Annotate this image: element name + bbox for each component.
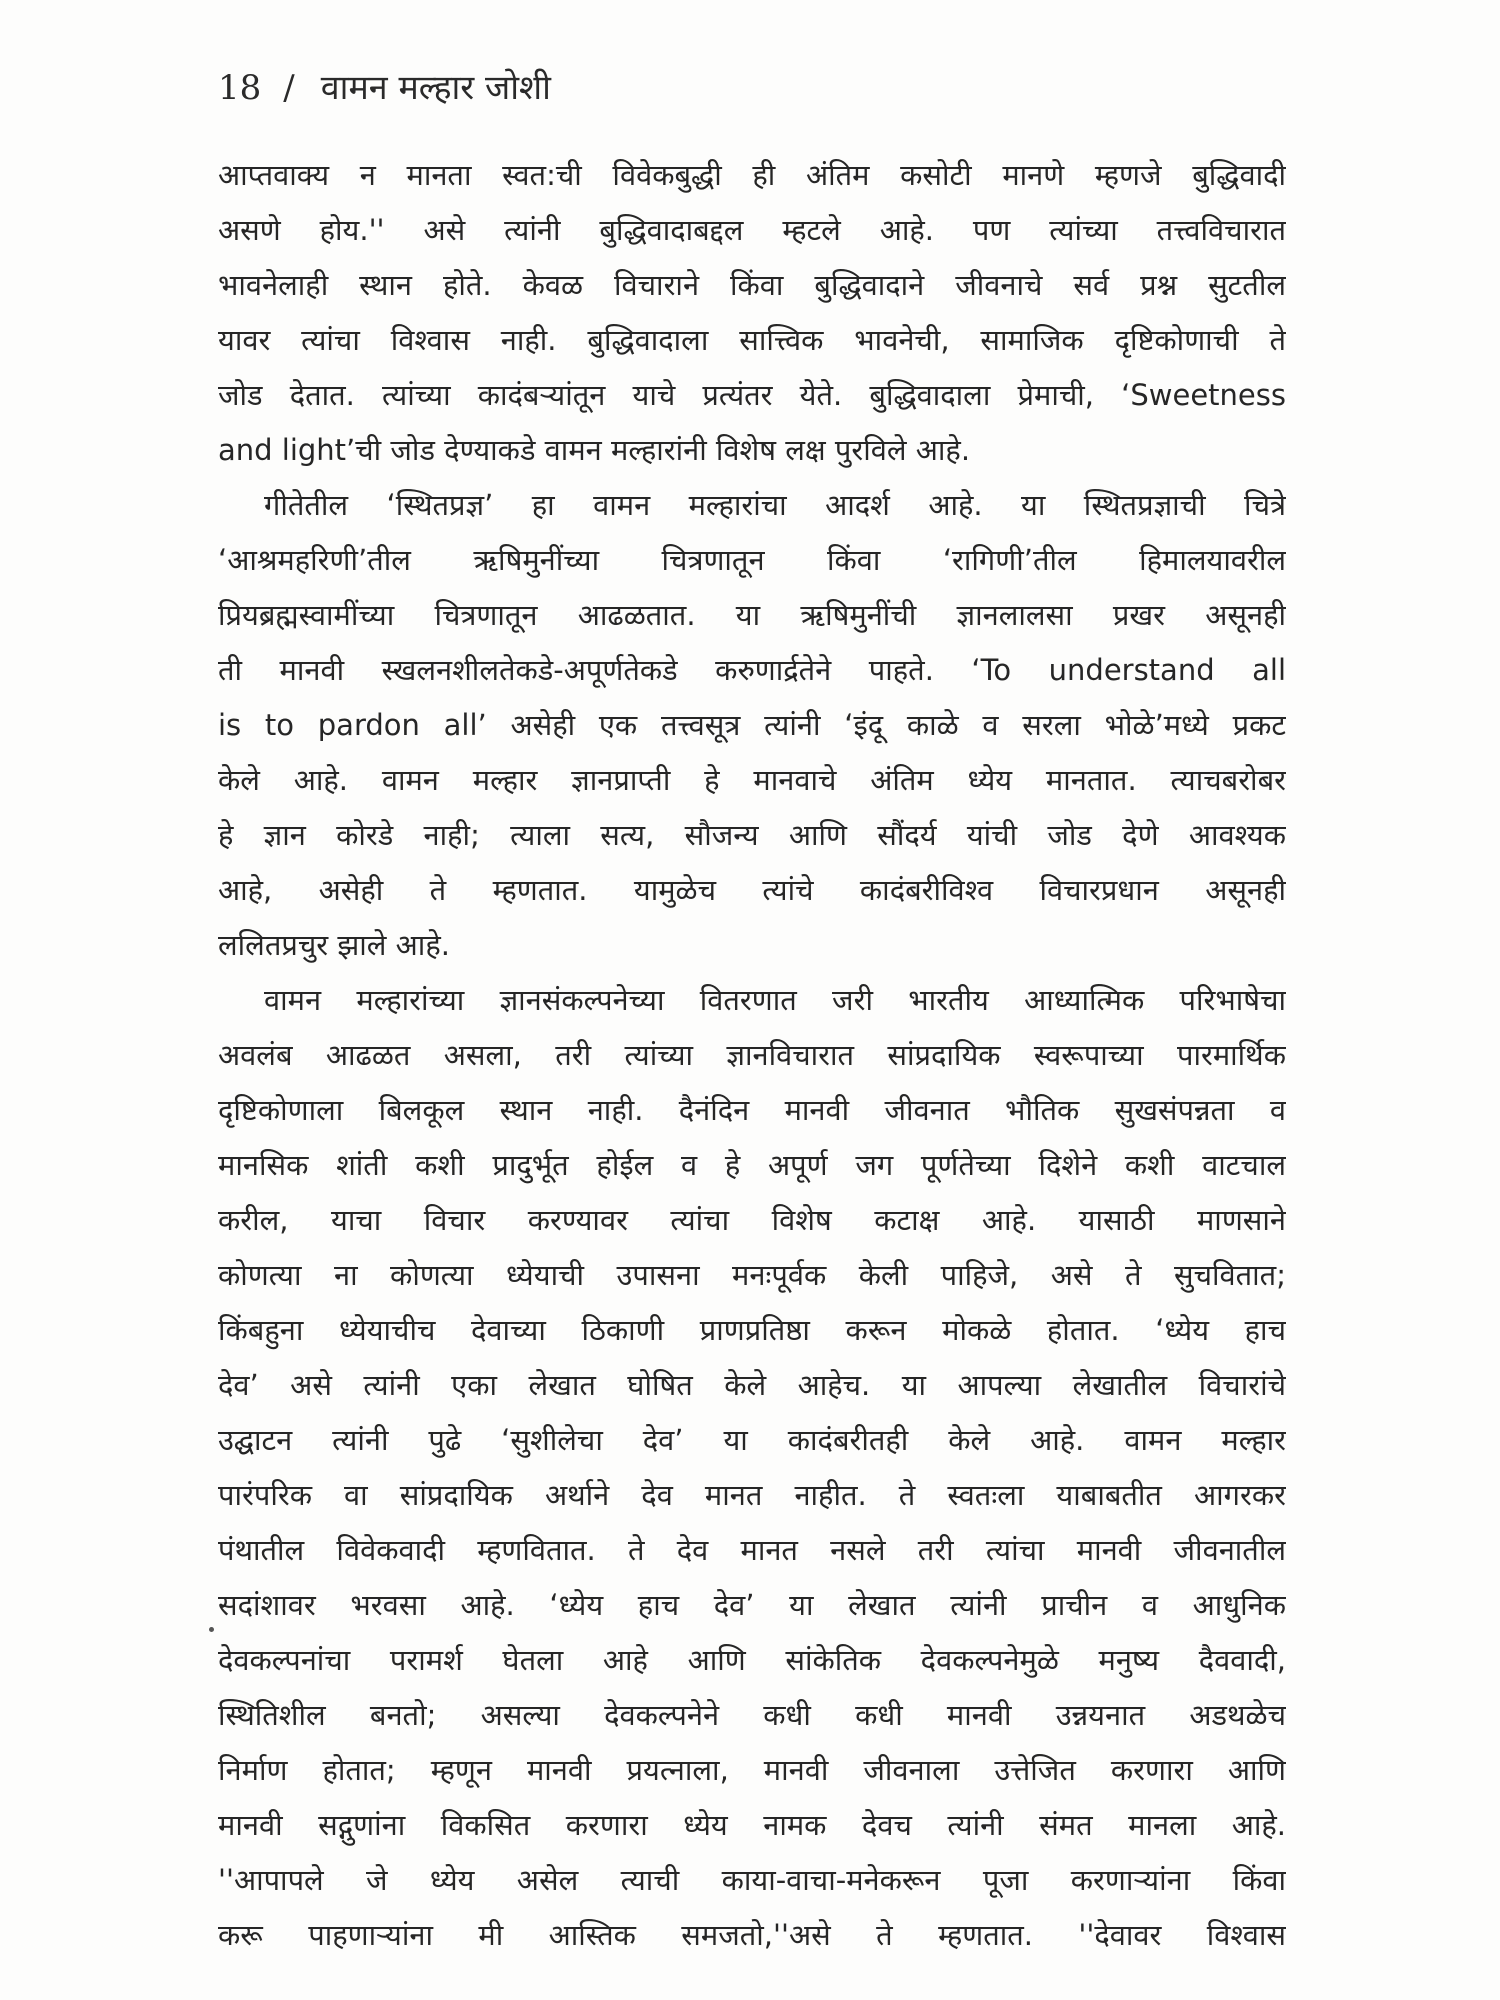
text-line: कोणत्या ना कोणत्या ध्येयाची उपासना मनःपूर्वक केली पाहिजे, असे ते सुचवितात; xyxy=(218,1258,1286,1292)
text-line: करू पाहणाऱ्यांना मी आस्तिक समजतो,''असे ते म्हणतात. ''देवावर विश्वास xyxy=(218,1918,1286,1952)
body-text xyxy=(218,148,1286,1963)
text-line: पंथातील विवेकवादी म्हणवितात. ते देव मानत नसले तरी त्यांचा मानवी जीवनातील xyxy=(218,1533,1286,1567)
margin-mark xyxy=(209,1627,214,1632)
text-line: मानवी सद्गुणांना विकसित करणारा ध्येय नामक देवच त्यांनी संमत मानला आहे. xyxy=(218,1808,1286,1842)
text-line: ती मानवी स्खलनशीलतेकडे-अपूर्णतेकडे करुणार्द्रतेने पाहते. ‘To understand all xyxy=(218,653,1286,687)
text-line: उद्घाटन त्यांनी पुढे ‘सुशीलेचा देव’ या कादंबरीतही केले आहे. वामन मल्हार xyxy=(218,1423,1286,1457)
text-line: दृष्टिकोणाला बिलकूल स्थान नाही. दैनंदिन मानवी जीवनात भौतिक सुखसंपन्नता व xyxy=(218,1093,1286,1127)
paragraph-2 xyxy=(218,478,1286,973)
text-line: ललितप्रचुर झाले आहे. xyxy=(218,928,450,962)
text-line: हे ज्ञान कोरडे नाही; त्याला सत्य, सौजन्य आणि सौंदर्य यांची जोड देणे आवश्यक xyxy=(218,818,1286,852)
page-number: 18 xyxy=(218,68,262,108)
text-line: स्थितिशील बनतो; असल्या देवकल्पनेने कधी कधी मानवी उन्नयनात अडथळेच xyxy=(218,1698,1286,1732)
text-line: वामन मल्हारांच्या ज्ञानसंकल्पनेच्या वितरणात जरी भारतीय आध्यात्मिक परिभाषेचा xyxy=(264,983,1286,1017)
text-line: ‘आश्रमहरिणी’तील ऋषिमुनींच्या चित्रणातून किंवा ‘रागिणी’तील हिमालयावरील xyxy=(218,543,1286,577)
text-line: निर्माण होतात; म्हणून मानवी प्रयत्नाला, मानवी जीवनाला उत्तेजित करणारा आणि xyxy=(218,1753,1286,1787)
text-line: किंबहुना ध्येयाचीच देवाच्या ठिकाणी प्राणप्रतिष्ठा करून मोकळे होतात. ‘ध्येय हाच xyxy=(218,1313,1286,1347)
text-line: सदांशावर भरवसा आहे. ‘ध्येय हाच देव’ या लेखात त्यांनी प्राचीन व आधुनिक xyxy=(218,1588,1286,1622)
book-title: वामन मल्हार जोशी xyxy=(320,68,551,108)
paragraph-1 xyxy=(218,148,1286,478)
text-line: भावनेलाही स्थान होते. केवळ विचाराने किंवा बुद्धिवादाने जीवनाचे सर्व प्रश्न सुटतील xyxy=(218,268,1286,302)
text-line: मानसिक शांती कशी प्रादुर्भूत होईल व हे अपूर्ण जग पूर्णतेच्या दिशेने कशी वाटचाल xyxy=(218,1148,1286,1182)
text-line: is to pardon all’ असेही एक तत्त्वसूत्र त्यांनी ‘इंदू काळे व सरला भोळे’मध्ये प्रकट xyxy=(218,708,1286,742)
paragraph-3 xyxy=(218,973,1286,1963)
running-head xyxy=(218,60,551,116)
text-line: पारंपरिक वा सांप्रदायिक अर्थाने देव मानत नाहीत. ते स्वतःला याबाबतीत आगरकर xyxy=(218,1478,1286,1512)
text-line: देवकल्पनांचा परामर्श घेतला आहे आणि सांकेतिक देवकल्पनेमुळे मनुष्य दैववादी, xyxy=(218,1643,1286,1677)
text-line: आप्तवाक्य न मानता स्वत:ची विवेकबुद्धी ही अंतिम कसोटी मानणे म्हणजे बुद्धिवादी xyxy=(218,158,1286,192)
text-line: and light’ची जोड देण्याकडे वामन मल्हारांनी विशेष लक्ष पुरविले आहे. xyxy=(218,433,971,467)
text-line: केले आहे. वामन मल्हार ज्ञानप्राप्ती हे मानवाचे अंतिम ध्येय मानतात. त्याचबरोबर xyxy=(218,763,1286,797)
text-line: ''आपापले जे ध्येय असेल त्याची काया-वाचा-मनेकरून पूजा करणाऱ्यांना किंवा xyxy=(218,1863,1286,1897)
header-separator: / xyxy=(283,68,295,108)
text-line: आहे, असेही ते म्हणतात. यामुळेच त्यांचे कादंबरीविश्व विचारप्रधान असूनही xyxy=(218,873,1286,907)
text-line: जोड देतात. त्यांच्या कादंबऱ्यांतून याचे प्रत्यंतर येते. बुद्धिवादाला प्रेमाची, ‘Sweetness xyxy=(218,378,1286,412)
text-line: असणे होय.'' असे त्यांनी बुद्धिवादाबद्दल म्हटले आहे. पण त्यांच्या तत्त्वविचारात xyxy=(218,213,1286,247)
text-line: गीतेतील ‘स्थितप्रज्ञ’ हा वामन मल्हारांचा आदर्श आहे. या स्थितप्रज्ञाची चित्रे xyxy=(264,488,1286,522)
text-line: करील, याचा विचार करण्यावर त्यांचा विशेष कटाक्ष आहे. यासाठी माणसाने xyxy=(218,1203,1286,1237)
text-line: अवलंब आढळत असला, तरी त्यांच्या ज्ञानविचारात सांप्रदायिक स्वरूपाच्या पारमार्थिक xyxy=(218,1038,1286,1072)
text-line: यावर त्यांचा विश्वास नाही. बुद्धिवादाला सात्त्विक भावनेची, सामाजिक दृष्टिकोणाची ते xyxy=(218,323,1286,357)
text-line: देव’ असे त्यांनी एका लेखात घोषित केले आहेच. या आपल्या लेखातील विचारांचे xyxy=(218,1368,1286,1402)
text-line: प्रियब्रह्मस्वामींच्या चित्रणातून आढळतात. या ऋषिमुनींची ज्ञानलालसा प्रखर असूनही xyxy=(218,598,1286,632)
